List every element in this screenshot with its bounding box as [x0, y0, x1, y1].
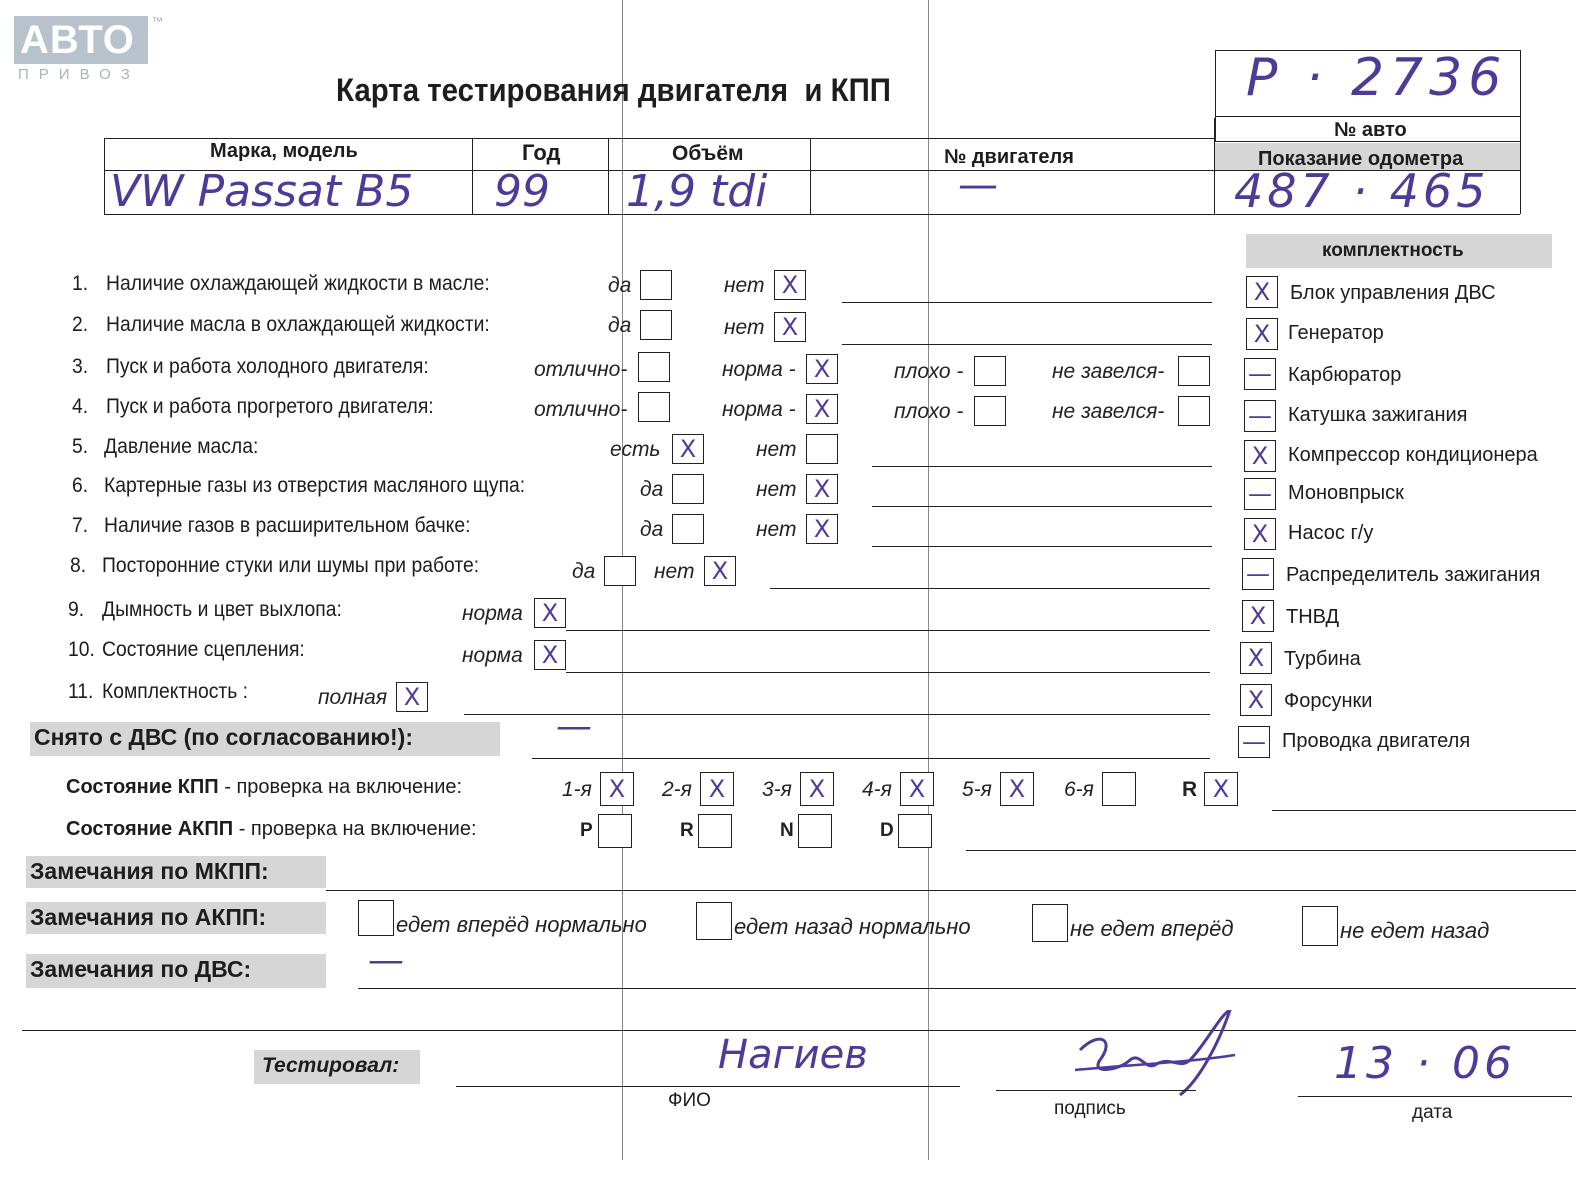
q1-no-checkbox[interactable]	[774, 270, 806, 300]
check-mark: X	[1247, 686, 1265, 714]
removed-value: —	[556, 706, 592, 747]
check-mark: —	[1248, 480, 1272, 508]
q3-bad-label: плохо -	[894, 360, 964, 383]
question-number: 6.	[72, 474, 89, 497]
completeness-label: Проводка двигателя	[1282, 730, 1471, 752]
completeness-label: Генератор	[1288, 322, 1384, 344]
completeness-checkbox[interactable]	[1244, 518, 1276, 550]
q4-normal-checkbox[interactable]	[806, 394, 838, 424]
kpp-label	[66, 776, 462, 799]
sign-line	[996, 1090, 1196, 1091]
q1-no-label: нет	[724, 274, 765, 297]
odometer-label: Показание одометра	[1258, 148, 1464, 170]
q6-note-line	[872, 506, 1212, 507]
fio-value: Нагиев	[718, 1032, 868, 1078]
question-number: 11.	[68, 680, 94, 703]
completeness-checkbox[interactable]	[1244, 478, 1276, 510]
logo-tm: ™	[152, 16, 163, 28]
q4-not-started-checkbox[interactable]	[1178, 396, 1210, 426]
engine-label: № двигателя	[944, 146, 1074, 168]
completeness-label: Катушка зажигания	[1288, 404, 1468, 426]
check-mark: X	[1253, 278, 1271, 306]
kpp-note-line	[1272, 810, 1576, 811]
q10-norm-checkbox[interactable]	[534, 640, 566, 670]
question-text: Наличие охлаждающей жидкости в масле:	[106, 272, 490, 295]
check-mark: X	[1247, 644, 1265, 672]
question-number: 1.	[72, 272, 89, 295]
tested-by-label: Тестировал:	[262, 1054, 400, 1077]
q11-full-checkbox[interactable]	[396, 682, 428, 712]
question-text: Состояние сцепления:	[102, 638, 305, 661]
q3-not-started-checkbox[interactable]	[1178, 356, 1210, 386]
akpp-backward-ok-label: едет назад нормально	[734, 914, 971, 939]
remarks-dvs-label: Замечания по ДВС:	[30, 956, 252, 982]
q3-not-started-label: не завелся-	[1052, 360, 1165, 383]
page-title: Карта тестирования двигателя и КПП	[336, 72, 891, 108]
remarks-dvs-value: —	[368, 940, 404, 981]
akpp-no-backward-checkbox[interactable]	[1302, 906, 1338, 946]
sign-label: подпись	[1054, 1098, 1126, 1119]
akpp-label-rest: - проверка на включение:	[233, 818, 477, 840]
kpp-gear-2-checkbox[interactable]	[700, 772, 734, 806]
akpp-label-bold: Состояние АКПП	[66, 818, 234, 840]
logo	[14, 16, 163, 86]
q7-note-line	[872, 546, 1212, 547]
check-mark: X	[403, 683, 421, 711]
vehicle-number-value: P · 2736	[1246, 48, 1508, 108]
akpp-gear-p-checkbox[interactable]	[598, 814, 632, 848]
completeness-label: Карбюратор	[1288, 364, 1402, 386]
check-mark: X	[813, 475, 831, 503]
completeness-label: ТНВД	[1286, 606, 1340, 628]
q4-bad-label: плохо -	[894, 400, 964, 423]
check-mark: —	[1242, 728, 1266, 756]
brand-value: VW Passat B5	[110, 166, 414, 217]
check-mark: X	[708, 775, 726, 803]
completeness-checkbox[interactable]	[1246, 318, 1278, 350]
completeness-header: комплектность	[1322, 240, 1464, 261]
q5-no-checkbox[interactable]	[806, 434, 838, 464]
check-mark: —	[1248, 360, 1272, 388]
q4-excellent-checkbox[interactable]	[638, 392, 670, 422]
remarks-mkpp-label: Замечания по МКПП:	[30, 858, 269, 884]
kpp-gear-1-checkbox[interactable]	[600, 772, 634, 806]
completeness-label: Турбина	[1284, 648, 1361, 670]
q9-norm-checkbox[interactable]	[534, 598, 566, 628]
fio-line	[456, 1086, 960, 1087]
q6-no-label: нет	[756, 478, 797, 501]
question-number: 9.	[68, 598, 85, 621]
kpp-gear-label: 4-я	[862, 778, 892, 801]
q4-normal-label: норма -	[722, 398, 796, 421]
question-text: Наличие газов в расширительном бачке:	[104, 514, 471, 537]
q5-no-label: нет	[756, 438, 797, 461]
check-mark: X	[1251, 442, 1269, 470]
check-mark: X	[908, 775, 926, 803]
question-number: 3.	[72, 355, 89, 378]
akpp-gear-label: R	[680, 820, 694, 841]
completeness-label: Распределитель зажигания	[1286, 564, 1541, 586]
date-label: дата	[1412, 1102, 1453, 1123]
q2-yes-label: да	[608, 314, 632, 337]
brand-label: Марка, модель	[210, 140, 358, 162]
vehicle-number-divider	[1215, 116, 1521, 117]
check-mark: X	[808, 775, 826, 803]
q8-no-label: нет	[654, 560, 695, 583]
kpp-gear-label: 6-я	[1064, 778, 1094, 801]
check-mark: X	[813, 395, 831, 423]
completeness-label: Блок управления ДВС	[1290, 282, 1496, 304]
completeness-checkbox[interactable]	[1238, 726, 1270, 758]
logo-sub: ПРИВОЗ	[18, 66, 140, 83]
q8-no-checkbox[interactable]	[704, 556, 736, 586]
check-mark: X	[679, 435, 697, 463]
akpp-gear-r-checkbox[interactable]	[698, 814, 732, 848]
kpp-label-bold: Состояние КПП	[66, 776, 219, 798]
remarks-extra-line	[22, 1030, 1576, 1031]
completeness-checkbox[interactable]	[1244, 400, 1276, 432]
check-mark: X	[541, 641, 559, 669]
q6-yes-label: да	[640, 478, 664, 501]
year-value: 99	[494, 166, 550, 217]
completeness-label: Компрессор кондиционера	[1288, 444, 1538, 466]
engine-value: —	[958, 162, 998, 208]
kpp-gear-4-checkbox[interactable]	[900, 772, 934, 806]
completeness-label: Моновпрыск	[1288, 482, 1404, 504]
question-text: Комплектность :	[102, 680, 249, 703]
question-number: 7.	[72, 514, 89, 537]
logo-main: АВТО	[20, 18, 135, 62]
date-line	[1298, 1096, 1572, 1097]
q8-note-line	[770, 588, 1210, 589]
q7-no-checkbox[interactable]	[806, 514, 838, 544]
check-mark: X	[781, 271, 799, 299]
q4-bad-checkbox[interactable]	[974, 396, 1006, 426]
fio-label: ФИО	[668, 1090, 711, 1111]
check-mark: X	[608, 775, 626, 803]
check-mark: —	[1248, 402, 1272, 430]
date-value: 13 · 06	[1334, 1038, 1516, 1089]
akpp-forward-ok-label: едет вперёд нормально	[396, 912, 647, 937]
akpp-gear-n-checkbox[interactable]	[798, 814, 832, 848]
akpp-gear-label: D	[880, 820, 894, 841]
q7-yes-checkbox[interactable]	[672, 514, 704, 544]
q7-no-label: нет	[756, 518, 797, 541]
question-text: Давление масла:	[104, 435, 259, 458]
question-text: Наличие масла в охлаждающей жидкости:	[106, 313, 490, 336]
completeness-checkbox[interactable]	[1240, 684, 1272, 716]
akpp-forward-ok-checkbox[interactable]	[358, 900, 394, 936]
q6-yes-checkbox[interactable]	[672, 474, 704, 504]
akpp-gear-d-checkbox[interactable]	[898, 814, 932, 848]
volume-label: Объём	[672, 142, 744, 165]
remarks-mkpp-line	[326, 890, 1576, 891]
check-mark: X	[813, 355, 831, 383]
check-mark: X	[813, 515, 831, 543]
check-mark: X	[1212, 775, 1230, 803]
remarks-dvs-line	[358, 988, 1576, 989]
question-text: Картерные газы из отверстия масляного щупа:	[104, 474, 526, 497]
check-mark: X	[1249, 602, 1267, 630]
completeness-checkbox[interactable]	[1244, 358, 1276, 390]
q3-bad-checkbox[interactable]	[974, 356, 1006, 386]
q4-not-started-label: не завелся-	[1052, 400, 1165, 423]
akpp-no-backward-label: не едет назад	[1340, 918, 1490, 943]
q6-no-checkbox[interactable]	[806, 474, 838, 504]
q2-no-label: нет	[724, 316, 765, 339]
q5-note-line	[872, 466, 1212, 467]
check-mark: X	[541, 599, 559, 627]
remarks-akpp-label: Замечания по АКПП:	[30, 904, 267, 930]
q2-yes-checkbox[interactable]	[640, 310, 672, 340]
q3-excellent-checkbox[interactable]	[638, 352, 670, 382]
q10-note-line	[566, 672, 1210, 673]
kpp-gear-label: 2-я	[662, 778, 692, 801]
akpp-label	[66, 818, 477, 841]
kpp-label-rest: - проверка на включение:	[218, 776, 463, 798]
check-mark: X	[781, 313, 799, 341]
q5-present-label: есть	[610, 438, 661, 461]
vehicle-number-label: № авто	[1334, 119, 1407, 141]
question-text: Посторонние стуки или шумы при работе:	[102, 554, 480, 577]
kpp-gear-r-checkbox[interactable]	[1204, 772, 1238, 806]
question-text: Пуск и работа прогретого двигателя:	[106, 395, 434, 418]
akpp-no-forward-checkbox[interactable]	[1032, 904, 1068, 942]
q1-yes-label: да	[608, 274, 632, 297]
check-mark: X	[1253, 320, 1271, 348]
kpp-gear-label: 3-я	[762, 778, 792, 801]
q1-note-line	[842, 302, 1212, 303]
removed-label: Снято с ДВС (по согласованию!):	[34, 724, 413, 750]
kpp-gear-label: 1-я	[562, 778, 592, 801]
question-number: 4.	[72, 395, 89, 418]
check-mark: X	[1008, 775, 1026, 803]
q2-note-line	[842, 344, 1212, 345]
completeness-checkbox[interactable]	[1244, 440, 1276, 472]
kpp-gear-5-checkbox[interactable]	[1000, 772, 1034, 806]
kpp-gear-label: 5-я	[962, 778, 992, 801]
akpp-backward-ok-checkbox[interactable]	[696, 902, 732, 940]
akpp-note-line	[966, 850, 1576, 851]
q5-present-checkbox[interactable]	[672, 434, 704, 464]
question-number: 2.	[72, 313, 89, 336]
q3-normal-checkbox[interactable]	[806, 354, 838, 384]
q11-full-label: полная	[318, 686, 388, 709]
completeness-checkbox[interactable]	[1240, 642, 1272, 674]
question-number: 5.	[72, 435, 89, 458]
kpp-gear-3-checkbox[interactable]	[800, 772, 834, 806]
question-text: Дымность и цвет выхлопа:	[102, 598, 342, 621]
q8-yes-label: да	[572, 560, 596, 583]
question-number: 8.	[70, 554, 87, 577]
completeness-checkbox[interactable]	[1242, 600, 1274, 632]
q8-yes-checkbox[interactable]	[604, 556, 636, 586]
completeness-checkbox[interactable]	[1242, 558, 1274, 590]
akpp-no-forward-label: не едет вперёд	[1070, 916, 1234, 941]
year-label: Год	[522, 140, 561, 165]
question-text: Пуск и работа холодного двигателя:	[106, 355, 429, 378]
q2-no-checkbox[interactable]	[774, 312, 806, 342]
check-mark: —	[1246, 560, 1270, 588]
signature	[1070, 1010, 1240, 1110]
volume-value: 1,9 tdi	[626, 166, 768, 217]
akpp-gear-label: N	[780, 820, 794, 841]
q10-norm-label: норма	[462, 644, 523, 667]
removed-line	[532, 758, 1210, 759]
completeness-checkbox[interactable]	[1246, 276, 1278, 308]
q9-norm-label: норма	[462, 602, 523, 625]
q4-excellent-label: отлично-	[534, 398, 628, 421]
akpp-gear-label: P	[580, 820, 593, 841]
q1-yes-checkbox[interactable]	[640, 270, 672, 300]
q9-note-line	[566, 630, 1210, 631]
q3-normal-label: норма -	[722, 358, 796, 381]
kpp-gear-label: R	[1182, 778, 1198, 801]
completeness-label: Форсунки	[1284, 690, 1373, 712]
question-number: 10.	[68, 638, 95, 661]
kpp-gear-6-checkbox[interactable]	[1102, 772, 1136, 806]
q3-excellent-label: отлично-	[534, 358, 628, 381]
odometer-value: 487 · 465	[1234, 164, 1490, 218]
q7-yes-label: да	[640, 518, 664, 541]
check-mark: X	[1251, 520, 1269, 548]
check-mark: X	[711, 557, 729, 585]
completeness-label: Насос г/у	[1288, 522, 1374, 544]
